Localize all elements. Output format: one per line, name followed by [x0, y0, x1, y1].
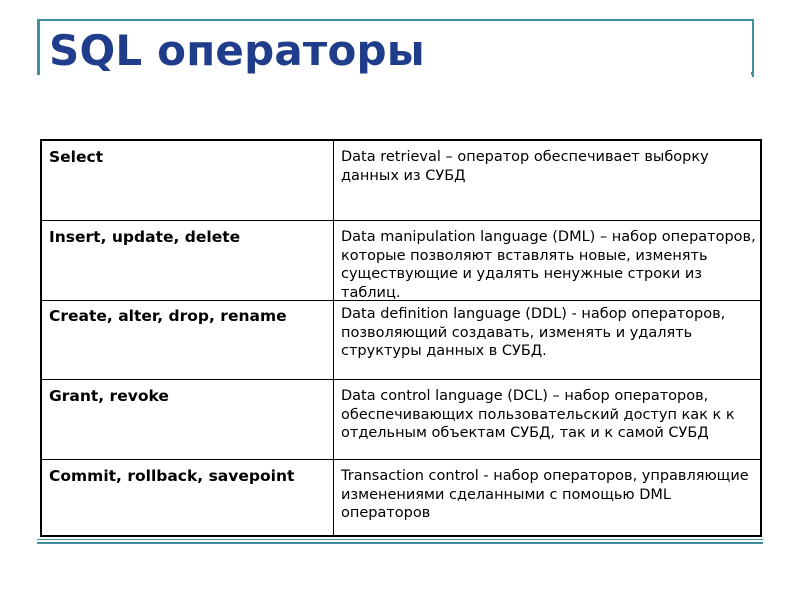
table-row-dml	[42, 220, 760, 300]
sql-operators-table	[40, 139, 762, 537]
command-cell: Insert, update, delete	[49, 228, 241, 246]
command-cell: Create, alter, drop, rename	[49, 307, 287, 325]
description-cell: Data manipulation language (DML) – набор операторов, которые позволяют вставлять новые, изменять существующие и удалять ненужные строки из таблиц.	[341, 229, 756, 301]
description-cell: Transaction control - набор операторов, управляющие изменениями сделанными с помощью DML операторов	[341, 468, 749, 521]
top-accent-line	[37, 19, 754, 21]
description-cell: Data control language (DCL) – набор операторов, обеспечивающих пользовательский доступ как к к отдельным объектам СУБД, так и к самой СУБД	[341, 388, 735, 441]
slide-title: SQL операторы	[49, 26, 425, 75]
bottom-accent-line-thick	[37, 542, 763, 544]
accent-dot	[751, 72, 754, 75]
table-row-ddl	[42, 300, 760, 379]
description-cell: Data retrieval – оператор обеспечивает выборку данных из СУБД	[341, 149, 709, 184]
description-cell: Data definition language (DDL) - набор операторов, позволяющий создавать, изменять и удалять структуры данных в СУБД.	[341, 306, 726, 359]
right-accent-bar	[752, 19, 754, 77]
command-cell: Grant, revoke	[49, 387, 169, 405]
table-row-dcl	[42, 379, 760, 459]
table-row-tcl	[42, 459, 760, 535]
bottom-accent-line	[37, 539, 763, 540]
command-cell: Select	[49, 148, 104, 166]
table-row-select	[42, 141, 760, 220]
left-accent-bar	[37, 19, 40, 75]
command-cell: Commit, rollback, savepoint	[49, 467, 295, 485]
